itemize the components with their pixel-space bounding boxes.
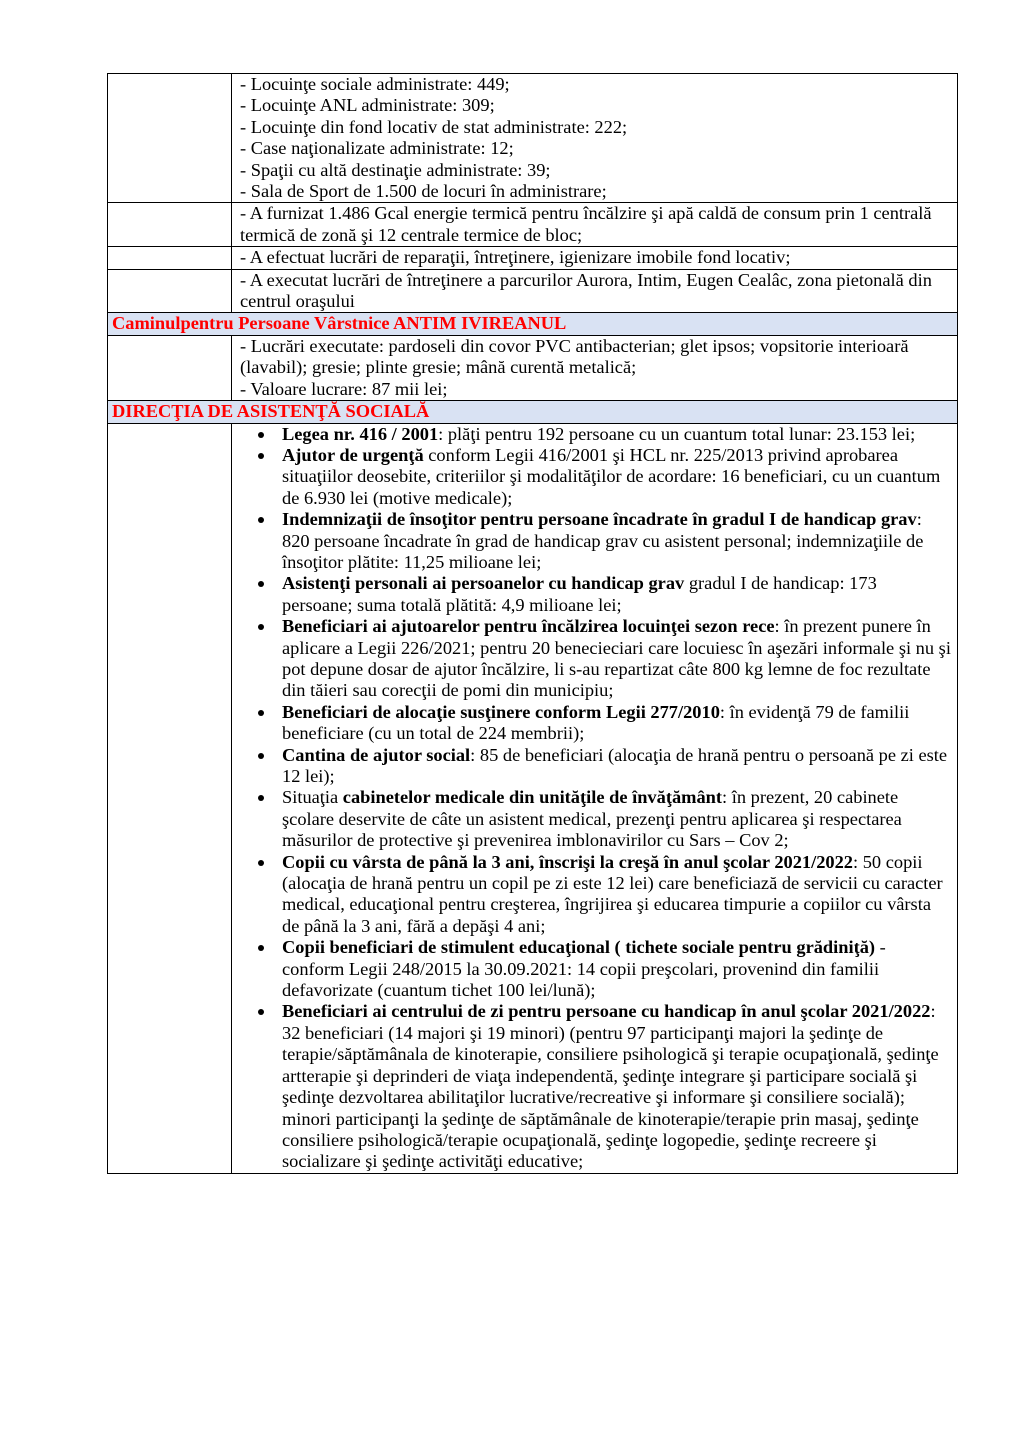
list-item: Copii beneficiari de stimulent educaţional ( tichete sociale pentru grădiniţă) - conform Legii 248/2015 la 30.09.2021: 14 copii preşcolari, provenind din familii defavorizate (cuantum tichet 100 lei/lună); <box>282 937 951 1001</box>
section-header-camin <box>108 313 958 335</box>
das-bullet-list <box>240 424 951 1173</box>
repairs-row <box>108 247 958 269</box>
report-table <box>107 73 958 1174</box>
left-cell <box>108 269 232 313</box>
list-item: Beneficiari de alocaţie susţinere conform Legii 277/2010: în evidenţă 79 de familii beneficiare (cu un total de 224 membrii); <box>282 702 951 745</box>
camin-works-text: - Lucrări executate: pardoseli din covor PVC antibacterian; glet ipsos; vopsitorie interioară (lavabil); gresie; plinte gresie; mână curentă metalică; <box>240 335 909 378</box>
left-cell <box>108 423 232 1173</box>
list-item: Ajutor de urgenţă conform Legii 416/2001 şi HCL nr. 225/2013 privind aprobarea situaţiilor deosebite, criteriilor şi modalităţilor de acordare: 16 beneficiari, cu un cuantum de 6.930 lei (motive medicale); <box>282 445 951 509</box>
repairs-cell <box>232 247 958 269</box>
list-item: Asistenţi personali ai persoanelor cu handicap grav gradul I de handicap: 173 persoane; suma totală plătită: 4,9 milioane lei; <box>282 573 951 616</box>
list-item: Beneficiari ai centrului de zi pentru persoane cu handicap în anul şcolar 2021/2022: 32 beneficiari (14 majori şi 19 minori) (pentru 97 participanţi majori la şedinţe de terapie/săptămânala de kinoterapie, consiliere psihologică şi terapie ocupaţională, şedinţe artterapie şi deprinderi de viaţa independentă, şedinţe integrare şi participare socială şi şedinţe dezvoltarea abilitaţilor lucrative/recreative şi informare şi consiliere socială); minori participanţi la şedinţe de săptămânale de kinoterapie/terapie prin masaj, şedinţe consiliere psihologică/terapie ocupaţională, şedinţe logopedie, şedinţe recreere şi socializare şi şedinţe activităţi educative; <box>282 1001 951 1172</box>
parks-text: - A executat lucrări de întreţinere a parcurilor Aurora, Intim, Eugen Cealâc, zona pietonală din centrul oraşului <box>240 269 932 312</box>
list-item: Indemnizaţii de însoţitor pentru persoane încadrate în gradul I de handicap grav: 820 persoane încadrate în grad de handicap grav cu asistent personal; indemnizaţiile de însoţitor plătite: 11,25 milioane lei; <box>282 509 951 573</box>
camin-row <box>108 335 958 400</box>
housing-cell <box>232 74 958 203</box>
left-cell <box>108 247 232 269</box>
das-cell <box>232 423 958 1173</box>
parks-row <box>108 269 958 313</box>
list-item: Copii cu vârsta de până la 3 ani, înscrişi la creşă în anul şcolar 2021/2022: 50 copii (alocaţia de hrană pentru un copil pe zi este 12 lei) care beneficiază de servicii cu caracter medical, educaţional pentru creşterea, îngrijirea şi educarea timpurie a copiilor cu vârsta de până la 3 ani, fără a depăşi 4 ani; <box>282 852 951 938</box>
list-item: Beneficiari ai ajutoarelor pentru încălzirea locuinţei sezon rece: în prezent punere în aplicare a Legii 226/2021; pentru 20 benecieciari care locuiesc în aşezări informale şi nu şi pot depune dosar de ajutor încălzire, li s-au repartizat câte 800 kg lemne de foc rezultate din tăieri sau corecţii de pomi din municipiu; <box>282 616 951 701</box>
left-cell <box>108 335 232 400</box>
housing-line: - Locuinţe din fond locativ de stat administrate: 222; <box>240 116 628 137</box>
left-cell <box>108 203 232 247</box>
thermal-cell <box>232 203 958 247</box>
housing-line: - Case naţionalizate administrate: 12; <box>240 138 514 159</box>
housing-line: - Locuinţe ANL administrate: 309; <box>240 95 495 116</box>
left-cell <box>108 74 232 203</box>
section-header-das <box>108 401 958 423</box>
housing-line: - Spaţii cu altă destinaţie administrate: 39; <box>240 159 551 180</box>
list-item: Situaţia cabinetelor medicale din unităţile de învăţământ: în prezent, 20 cabinete şcolare deservite de câte un asistent medical, prezenţi pentru aplicarea şi respectarea măsurilor de protective şi prevenirea imblonavirilor cu Sars – Cov 2; <box>282 787 951 851</box>
thermal-row <box>108 203 958 247</box>
das-row <box>108 423 958 1173</box>
list-item: Cantina de ajutor social: 85 de beneficiari (alocaţia de hrană pentru o persoană pe zi este 12 lei); <box>282 745 951 788</box>
housing-line: - Locuinţe sociale administrate: 449; <box>240 74 510 94</box>
housing-row <box>108 74 958 203</box>
repairs-text: - A efectuat lucrări de reparaţii, întreţinere, igienizare imobile fond locativ; <box>240 247 791 268</box>
list-item: Legea nr. 416 / 2001: plăţi pentru 192 persoane cu un cuantum total lunar: 23.153 lei; <box>282 424 951 445</box>
housing-line: - Sala de Sport de 1.500 de locuri în administrare; <box>240 181 607 202</box>
section-title-das: DIRECŢIA DE ASISTENŢĂ SOCIALĂ <box>108 401 958 423</box>
camin-cell <box>232 335 958 400</box>
camin-value-text: - Valoare lucrare: 87 mii lei; <box>240 378 448 399</box>
section-title-camin: Caminulpentru Persoane Vârstnice ANTIM IVIREANUL <box>108 313 958 335</box>
parks-cell <box>232 269 958 313</box>
thermal-text: - A furnizat 1.486 Gcal energie termică pentru încălzire şi apă caldă de consum prin 1 centrală termică de zonă şi 12 centrale termice de bloc; <box>240 203 932 245</box>
